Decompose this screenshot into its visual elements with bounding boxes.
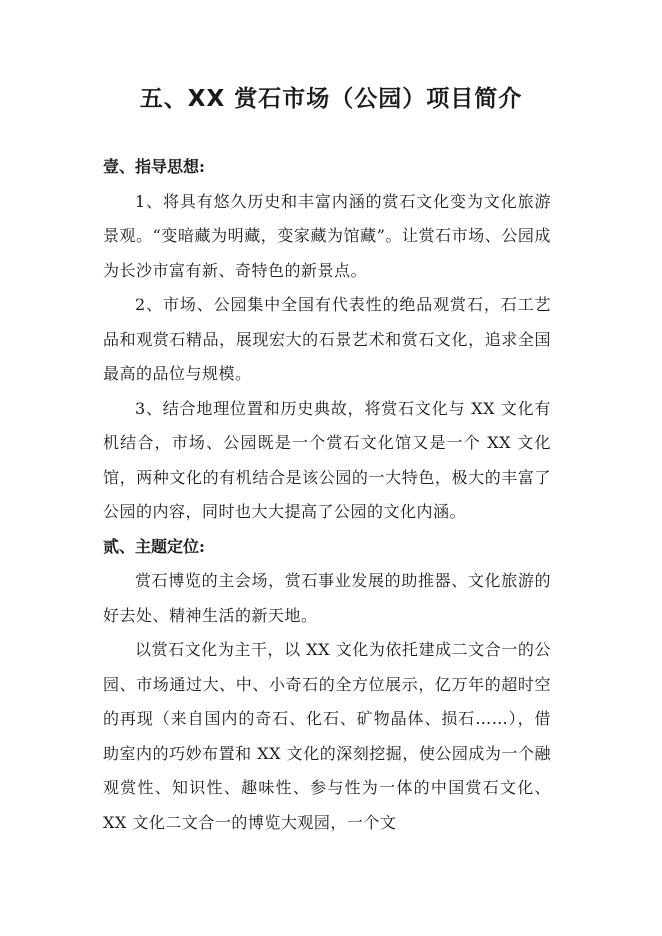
paragraph: 3、结合地理位置和历史典故，将赏石文化与 XX 文化有机结合，市场、公园既是一个赏石文化馆又是一个 XX 文化馆，两种文化的有机结合是该公园的一大特色，极大的丰富了公园的内容，同时也大大提高了公园的文化内涵。 <box>103 398 551 521</box>
document-body <box>103 150 551 840</box>
section-heading: 壹、指导思想: <box>103 157 205 176</box>
paragraph: 2、市场、公园集中全国有代表性的绝品观赏石，石工艺品和观赏石精品，展现宏大的石景艺术和赏石文化，追求全国最高的品位与规模。 <box>103 295 551 383</box>
section-heading: 贰、主题定位: <box>103 536 205 556</box>
paragraph: 以赏石文化为主干，以 XX 文化为依托建成二文合一的公园、市场通过大、中、小奇石的全方位展示，亿万年的超时空的再现（来自国内的奇石、化石、矿物晶体、损石……），借助室内的巧妙布置和 XX 文化的深刻挖掘，使公园成为一个融观赏性、知识性、趣味性、参与性为一体的中国赏石文化、XX 文化二文合一的博览大观园，一个文 <box>103 640 551 832</box>
document-title: 五、XX 赏石市场（公园）项目简介 <box>139 86 523 112</box>
section-theme-positioning <box>103 530 551 841</box>
paragraph: 赏石博览的主会场，赏石事业发展的助推器、文化旅游的好去处、精神生活的新天地。 <box>103 571 551 625</box>
paragraph: 1、将具有悠久历史和丰富内涵的赏石文化变为文化旅游景观。“变暗藏为明藏，变家藏为馆藏”。让赏石市场、公园成为长沙市富有新、奇特色的新景点。 <box>103 191 551 280</box>
section-guiding-ideology <box>103 150 551 530</box>
